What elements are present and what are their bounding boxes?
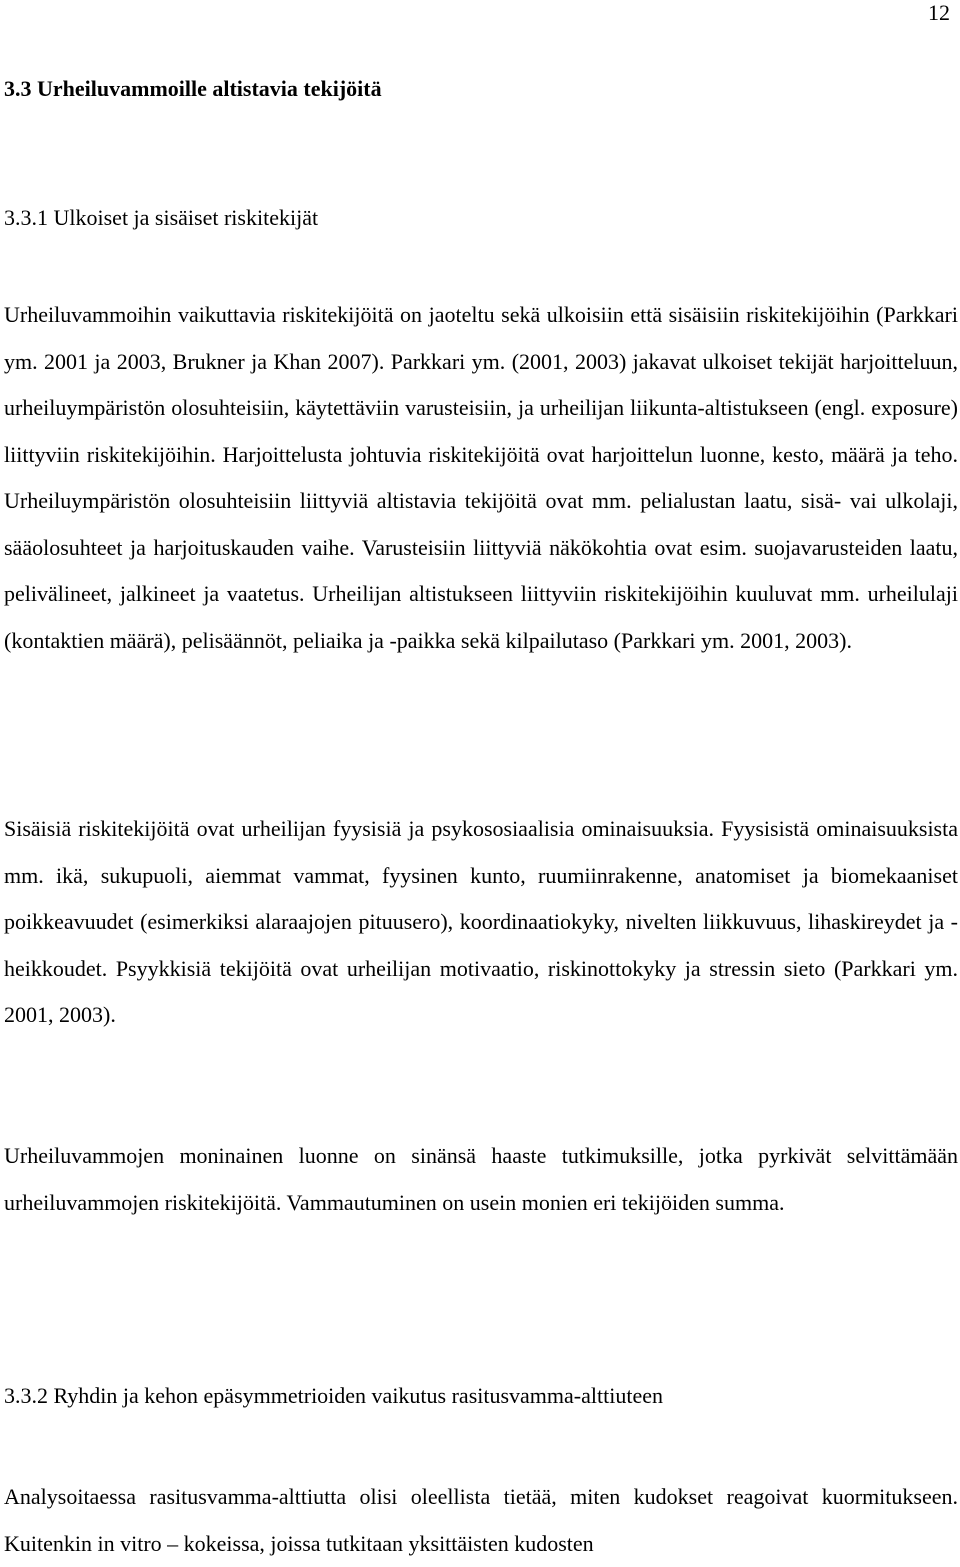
paragraph-risk-factors-internal: Sisäisiä riskitekijöitä ovat urheilijan fyysisiä ja psykososiaalisia ominaisuuksia. Fyysisistä ominaisuuksista mm. ikä, sukupuoli, aiemmat vammat, fyysinen kunto, ruumiinrakenne, anatomiset ja biomekaaniset poikkeavuudet (esimerkiksi alaraajojen pituusero), koordinaatiokyky, nivelten liikkuvuus, lihaskireydet ja -heikkoudet. Psyykkisiä tekijöitä ovat urheilijan motivaatio, riskinottokyky ja stressin sieto (Parkkari ym. 2001, 2003). [4, 816, 958, 1027]
paragraph-risk-factors-external: Urheiluvammoihin vaikuttavia riskitekijöitä on jaoteltu sekä ulkoisiin että sisäisiin riskitekijöihin (Parkkari ym. 2001 ja 2003, Brukner ja Khan 2007). Parkkari ym. (2001, 2003) jakavat ulkoiset tekijät harjoitteluun, urheiluympäristön olosuhteisiin, käytettäviin varusteisiin, ja urheilijan liikunta-altistukseen (engl. exposure) liittyviin riskitekijöihin. Harjoittelusta johtuvia riskitekijöitä ovat harjoittelun luonne, kesto, määrä ja teho. Urheiluympäristön olosuhteisiin liittyviä altistavia tekijöitä ovat mm. pelialustan laatu, sisä- vai ulkolaji, sääolosuhteet ja harjoituskauden vaihe. Varusteisiin liittyviä näkökohtia ovat esim. suojavarusteiden laatu, pelivälineet, jalkineet ja vaatetus. Urheilijan altistukseen liittyviin riskitekijöihin kuuluvat mm. urheilulaji (kontaktien määrä), pelisäännöt, peliaika ja -paikka sekä kilpailutaso (Parkkari ym. 2001, 2003). [4, 302, 958, 653]
paragraph-injury-nature: Urheiluvammojen moninainen luonne on sinänsä haaste tutkimuksille, jotka pyrkivät selvittämään urheiluvammojen riskitekijöitä. Vammautuminen on usein monien eri tekijöiden summa. [4, 1143, 958, 1215]
page-number: 12 [928, 0, 950, 25]
paragraph-overuse-analysis: Analysoitaessa rasitusvamma-alttiutta olisi oleellista tietää, miten kudokset reagoivat kuormitukseen. Kuitenkin in vitro – kokeissa, joissa tutkitaan yksittäisten kudosten [4, 1484, 958, 1556]
subsection-heading-external-internal: 3.3.1 Ulkoiset ja sisäiset riskitekijät [4, 205, 319, 230]
subsection-heading-posture-asymmetry: 3.3.2 Ryhdin ja kehon epäsymmetrioiden vaikutus rasitusvamma-alttiuteen [4, 1383, 663, 1408]
section-heading: 3.3 Urheiluvammoille altistavia tekijöitä [4, 76, 382, 101]
